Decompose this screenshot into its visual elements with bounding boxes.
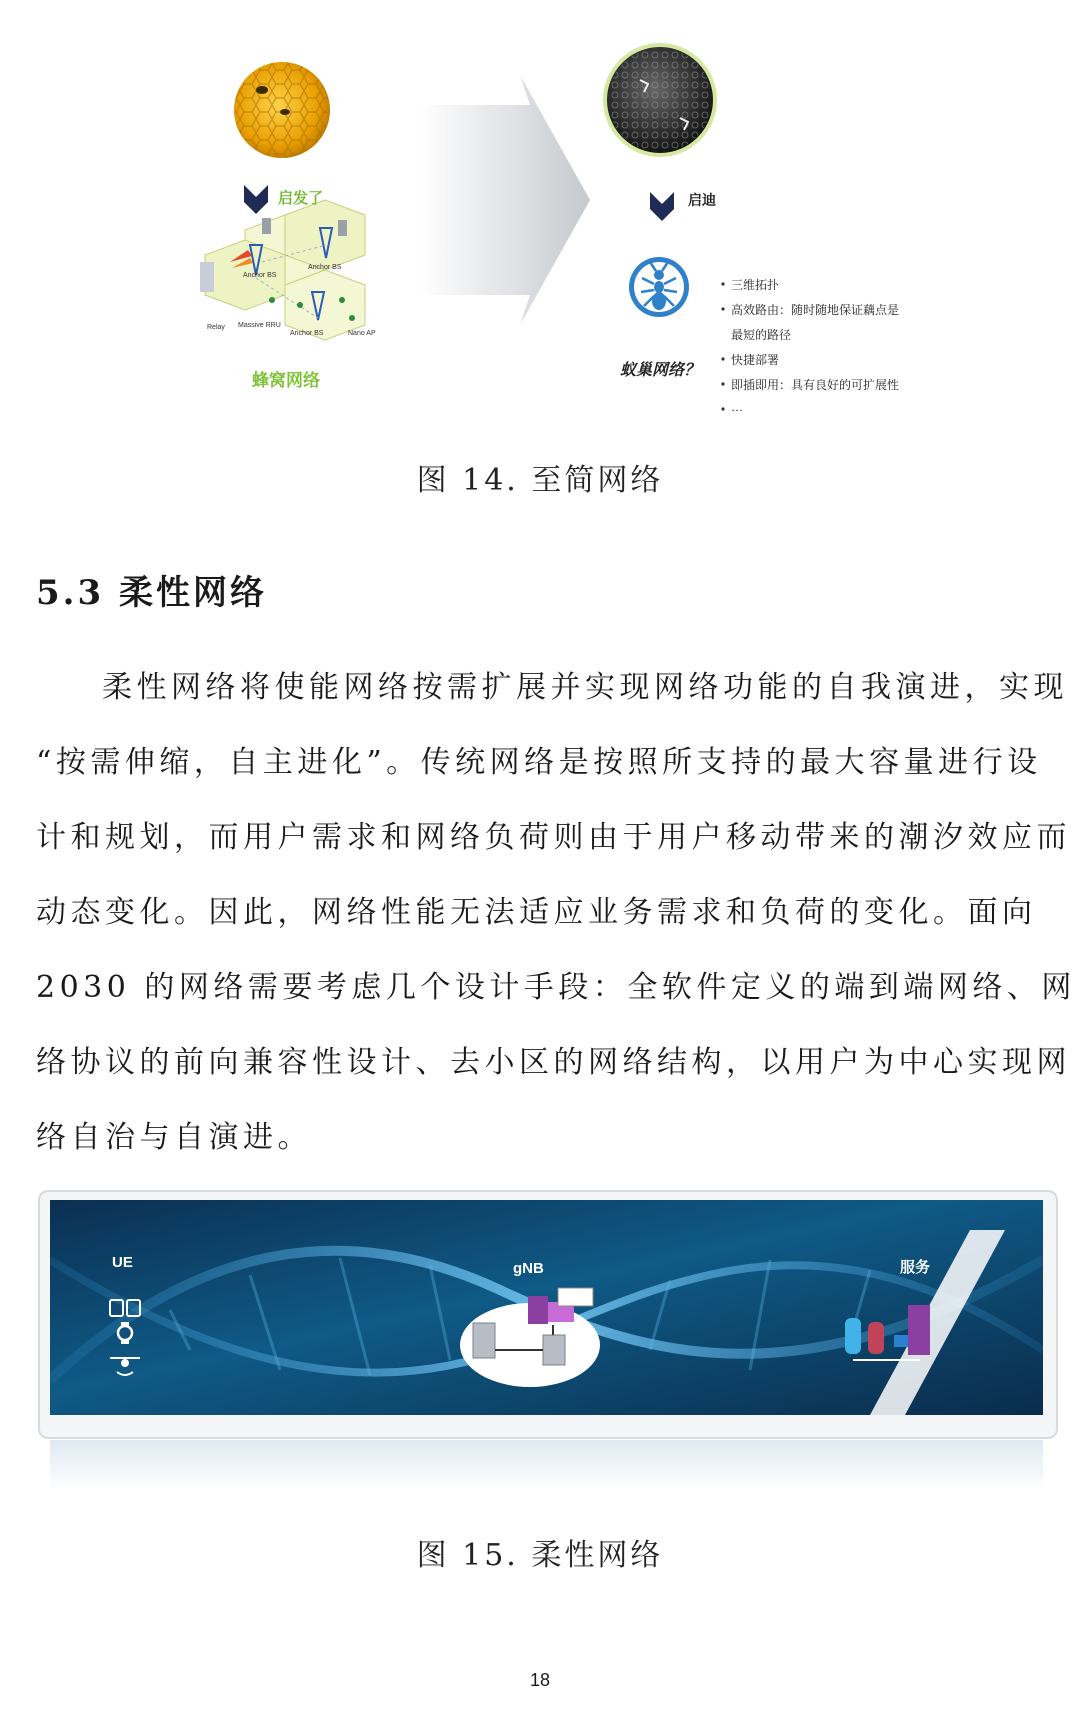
- section-paragraph: [36, 650, 1076, 1175]
- bullet-item: …: [731, 400, 743, 414]
- page-number: 18: [529, 1670, 551, 1690]
- arrow-right-icon: [420, 75, 590, 325]
- paragraph-line: “按需伸缩，自主进化”。传统网络是按照所支持的最大容量进行设: [36, 745, 1042, 780]
- honeycomb-image: [234, 62, 330, 158]
- paragraph-line: 络自治与自演进。: [36, 1120, 312, 1155]
- relay-label: Relay: [207, 324, 225, 331]
- figure-15-reflection: [50, 1440, 1043, 1490]
- bullet-item: 高效路由：随时随地保证藕点是: [731, 303, 900, 317]
- enlighten-label: 启迪: [688, 192, 716, 208]
- figure-14-graphic: [0, 0, 1080, 450]
- inspired-label: 启发了: [278, 190, 324, 207]
- anchor-bs-label: Anchor BS: [308, 264, 342, 271]
- service-label: 服务: [900, 1259, 931, 1276]
- anchor-bs-label: Anchor BS: [243, 272, 277, 279]
- bullet-item: 最短的路径: [731, 328, 792, 342]
- bullet-item: 三维拓扑: [731, 278, 780, 292]
- paragraph-line: 2030 的网络需要考虑几个设计手段：全软件定义的端到端网络、网: [36, 970, 1076, 1005]
- bullet-item: 快捷部署: [731, 353, 780, 367]
- ant-network-label: 蚁巢网络？: [620, 362, 701, 379]
- chevron-down-icon: [650, 192, 674, 221]
- honeycomb-network-label: 蜂窝网络: [252, 371, 320, 390]
- paragraph-line: 动态变化。因此，网络性能无法适应业务需求和负荷的变化。面向: [36, 895, 1037, 930]
- nano-ap-label: Nano AP: [348, 330, 376, 337]
- section-heading: 5.3 柔性网络: [36, 573, 267, 613]
- anchor-bs-label: Anchor BS: [290, 330, 324, 337]
- chevron-down-icon: [244, 185, 268, 214]
- massive-rru-label: Massive RRU: [238, 322, 281, 329]
- paragraph-line: 计和规划，而用户需求和网络负荷则由于用户移动带来的潮汐效应而: [36, 820, 1071, 855]
- figure-15-graphic: [50, 1200, 1043, 1415]
- gnb-label: gNB: [513, 1260, 544, 1277]
- paragraph-line: 络协议的前向兼容性设计、去小区的网络结构，以用户为中心实现网: [36, 1045, 1071, 1080]
- bullet-dots: [721, 282, 724, 410]
- figure-15-caption: 图 15. 柔性网络: [416, 1538, 664, 1573]
- ue-label: UE: [112, 1254, 133, 1271]
- bullet-item: 即插即用：具有良好的可扩展性: [731, 378, 900, 392]
- figure-15: [50, 1200, 1043, 1415]
- paragraph-line: 柔性网络将使能网络按需扩展并实现网络功能的自我演进，实现: [102, 670, 1068, 705]
- ant-nest-image: [605, 45, 715, 155]
- ant-icon: [629, 257, 689, 317]
- figure-14: [0, 0, 1080, 450]
- figure-14-caption: 图 14. 至简网络: [416, 463, 664, 498]
